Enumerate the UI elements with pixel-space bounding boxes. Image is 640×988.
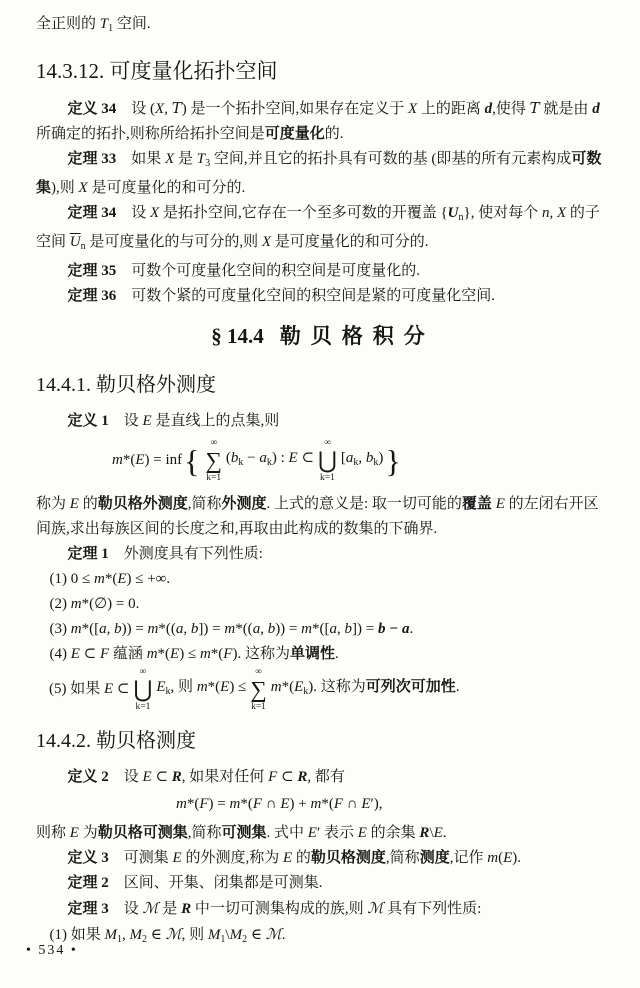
display-formula-outer-measure — [36, 438, 610, 484]
intro-line: 全正则的 $T_1$ 空间. — [36, 16, 151, 34]
family-property-item-1: (1) 如果 $M_1$, $M_2$ ∈ ℳ, 则 $M_1\backslash M_2$ ∈ ℳ. — [49, 924, 286, 945]
sigma-icon: ∑ — [205, 447, 222, 473]
union-lower-limit: k=1 — [135, 702, 151, 713]
item5-suffix: $m*(E_k)$. 这称为可列次可加性. — [270, 679, 460, 698]
definition-2: 定义 2 设 E ⊂ R, 如果对任何 F ⊂ R, 都有 — [67, 768, 345, 785]
union-icon: ⋃ — [133, 676, 153, 702]
item5-middle: $E_k$, 则 m*(E) ≤ — [156, 679, 247, 698]
item5-prefix: (5) 如果 E ⊂ — [49, 681, 130, 698]
theorem-3: 定理 3 设 ℳ 是 R 中一切可测集构成的族,则 ℳ 具有下列性质: — [67, 898, 482, 917]
property-item-2: (2) m*(∅) = 0. — [49, 595, 140, 612]
definition-3: 定义 3 可测集 E 的外测度,称为 E 的勒贝格测度,简称测度,记作 m(E). — [67, 849, 521, 866]
theorem-34: 定理 34 设 X 是拓扑空间,它存在一个至多可数的开覆盖 $\{U_n\}$, 使对每个 n, X 的子空间 $\overline{U}_n$ 是可度量化的与可分的,则 X 是可度量化的和可分的. — [36, 205, 600, 252]
section-heading-14-4-2: 14.4.2. 勒贝格测度 — [36, 729, 196, 752]
union-icon: ⋃ — [318, 447, 337, 473]
theorem-2: 定理 2 区间、开集、闭集都是可测集. — [67, 874, 323, 891]
sum-operator-small — [250, 667, 266, 713]
formula-lhs: m*(E) = inf — [112, 452, 183, 469]
chapter-number: § 14.4 — [211, 324, 264, 348]
union-upper-limit: ∞ — [324, 438, 331, 448]
display-formula-measurable: m*(F) = m*(F ∩ E) + m*(F ∩ E′), — [176, 795, 383, 812]
union-operator — [318, 438, 337, 484]
theorem-35: 定理 35 可数个可度量化空间的积空间是可度量化的. — [67, 263, 421, 279]
sum-lower-limit: k=1 — [251, 702, 266, 713]
property-item-4: (4) E ⊂ F 蕴涵 m*(E) ≤ m*(F). 这称为单调性. — [49, 645, 339, 662]
theorem-36: 定理 36 可数个紧的可度量化空间的积空间是紧的可度量化空间. — [67, 288, 496, 304]
sigma-icon: ∑ — [250, 676, 267, 702]
opening-brace: { — [184, 442, 200, 479]
formula-tail: [$a_k$, $b_k$) — [340, 450, 384, 469]
chapter-heading-14-4 — [36, 321, 610, 351]
union-lower-limit: k=1 — [320, 473, 335, 484]
section-heading-14-4-1: 14.4.1. 勒贝格外测度 — [36, 374, 216, 396]
measurable-set-explanation: 则称 E 为勒贝格可测集,简称可测集. 式中 E′ 表示 E 的余集 R\E. — [36, 824, 447, 841]
section-heading-14-3-12: 14.3.12. 可度量化拓扑空间 — [36, 59, 278, 83]
closing-brace: } — [385, 442, 401, 479]
sum-upper-limit: ∞ — [210, 438, 218, 448]
sum-upper-limit: ∞ — [255, 666, 262, 677]
formula-middle: $(b_k - a_k)$ : E ⊂ — [225, 450, 315, 469]
union-operator-small — [134, 667, 153, 713]
property-item-5 — [36, 667, 610, 713]
theorem-33: 定理 33 如果 X 是 $T_3$ 空间,并且它的拓扑具有可数的基 (即基的所有元素构成可数集),则 X 是可度量化的和可分的. — [36, 151, 602, 196]
outer-measure-explanation: 称为 E 的勒贝格外测度,简称外测度. 上式的意义是: 取一切可能的覆盖 E 的左闭右开区间族,求出每族区间的长度之和,再取由此构成的数集的下确界. — [36, 495, 599, 537]
definition-1: 定义 1 设 E 是直线上的点集,则 — [67, 413, 280, 429]
chapter-title: 勒贝格积分 — [279, 324, 435, 348]
property-item-1: (1) 0 ≤ m*(E) ≤ +∞. — [49, 570, 171, 587]
union-upper-limit: ∞ — [139, 666, 147, 677]
property-item-3: (3) m*([a, b)) = m*((a, b]) = m*((a, b)) = m*([a, b]) = b − a. — [49, 620, 414, 637]
theorem-1: 定理 1 外测度具有下列性质: — [67, 545, 263, 562]
sum-lower-limit: k=1 — [206, 473, 222, 484]
page-number: • 534 • — [26, 943, 78, 958]
sum-operator — [206, 438, 222, 484]
definition-34: 定义 34 设 (X, T) 是一个拓扑空间,如果存在定义于 X 上的距离 d,使得 T 就是由 d 所确定的拓扑,则称所给拓扑空间是可度量化的. — [36, 99, 600, 142]
